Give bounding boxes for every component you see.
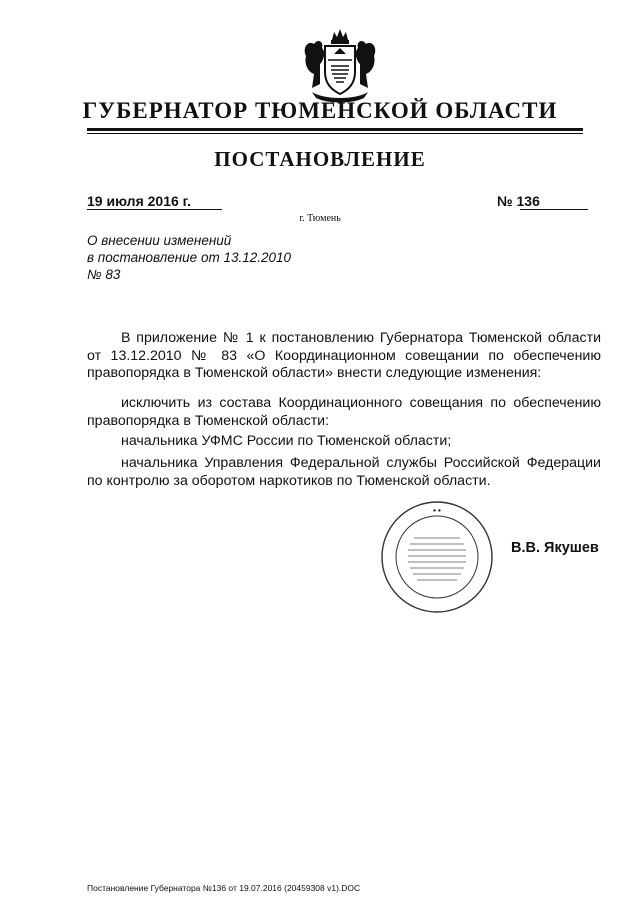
- date-underline: [87, 209, 222, 210]
- svg-text:● ●: ● ●: [432, 508, 442, 514]
- coat-of-arms-emblem: [298, 26, 382, 106]
- body-paragraph-1: В приложение № 1 к постановлению Губернатора Тюменской области от 13.12.2010 № 83 «О Координационном совещании по обеспечению правопорядка в Тюменской области» внести следующие изменения:: [87, 330, 601, 381]
- body-paragraph-3: начальника УФМС России по Тюменской области;: [121, 433, 452, 449]
- body-paragraph-2: исключить из состава Координационного совещания по обеспечению правопорядка в Тюменской области:: [87, 395, 601, 429]
- header-rule-thin: [87, 133, 583, 134]
- number-underline: [520, 209, 588, 210]
- document-type-title: ПОСТАНОВЛЕНИЕ: [214, 147, 426, 171]
- official-stamp: [380, 500, 494, 614]
- subject-line: О внесении изменений: [87, 233, 232, 248]
- document-subject: [87, 232, 291, 283]
- subject-line: в постановление от 13.12.2010: [87, 250, 292, 265]
- document-city: г. Тюмень: [299, 213, 341, 224]
- file-footer: Постановление Губернатора №136 от 19.07.2016 (20459308 v1).DOC: [87, 883, 361, 893]
- document-number: № 136: [497, 193, 540, 209]
- body-paragraph-4: начальника Управления Федеральной службы Российской Федерации по контролю за оборотом наркотиков по Тюменской области.: [87, 455, 601, 489]
- header-rule-thick: [87, 128, 583, 131]
- issuing-authority: ГУБЕРНАТОР ТЮМЕНСКОЙ ОБЛАСТИ: [82, 98, 558, 123]
- subject-line: № 83: [87, 267, 121, 282]
- document-date: 19 июля 2016 г.: [87, 193, 191, 209]
- signer-name: В.В. Якушев: [511, 540, 599, 556]
